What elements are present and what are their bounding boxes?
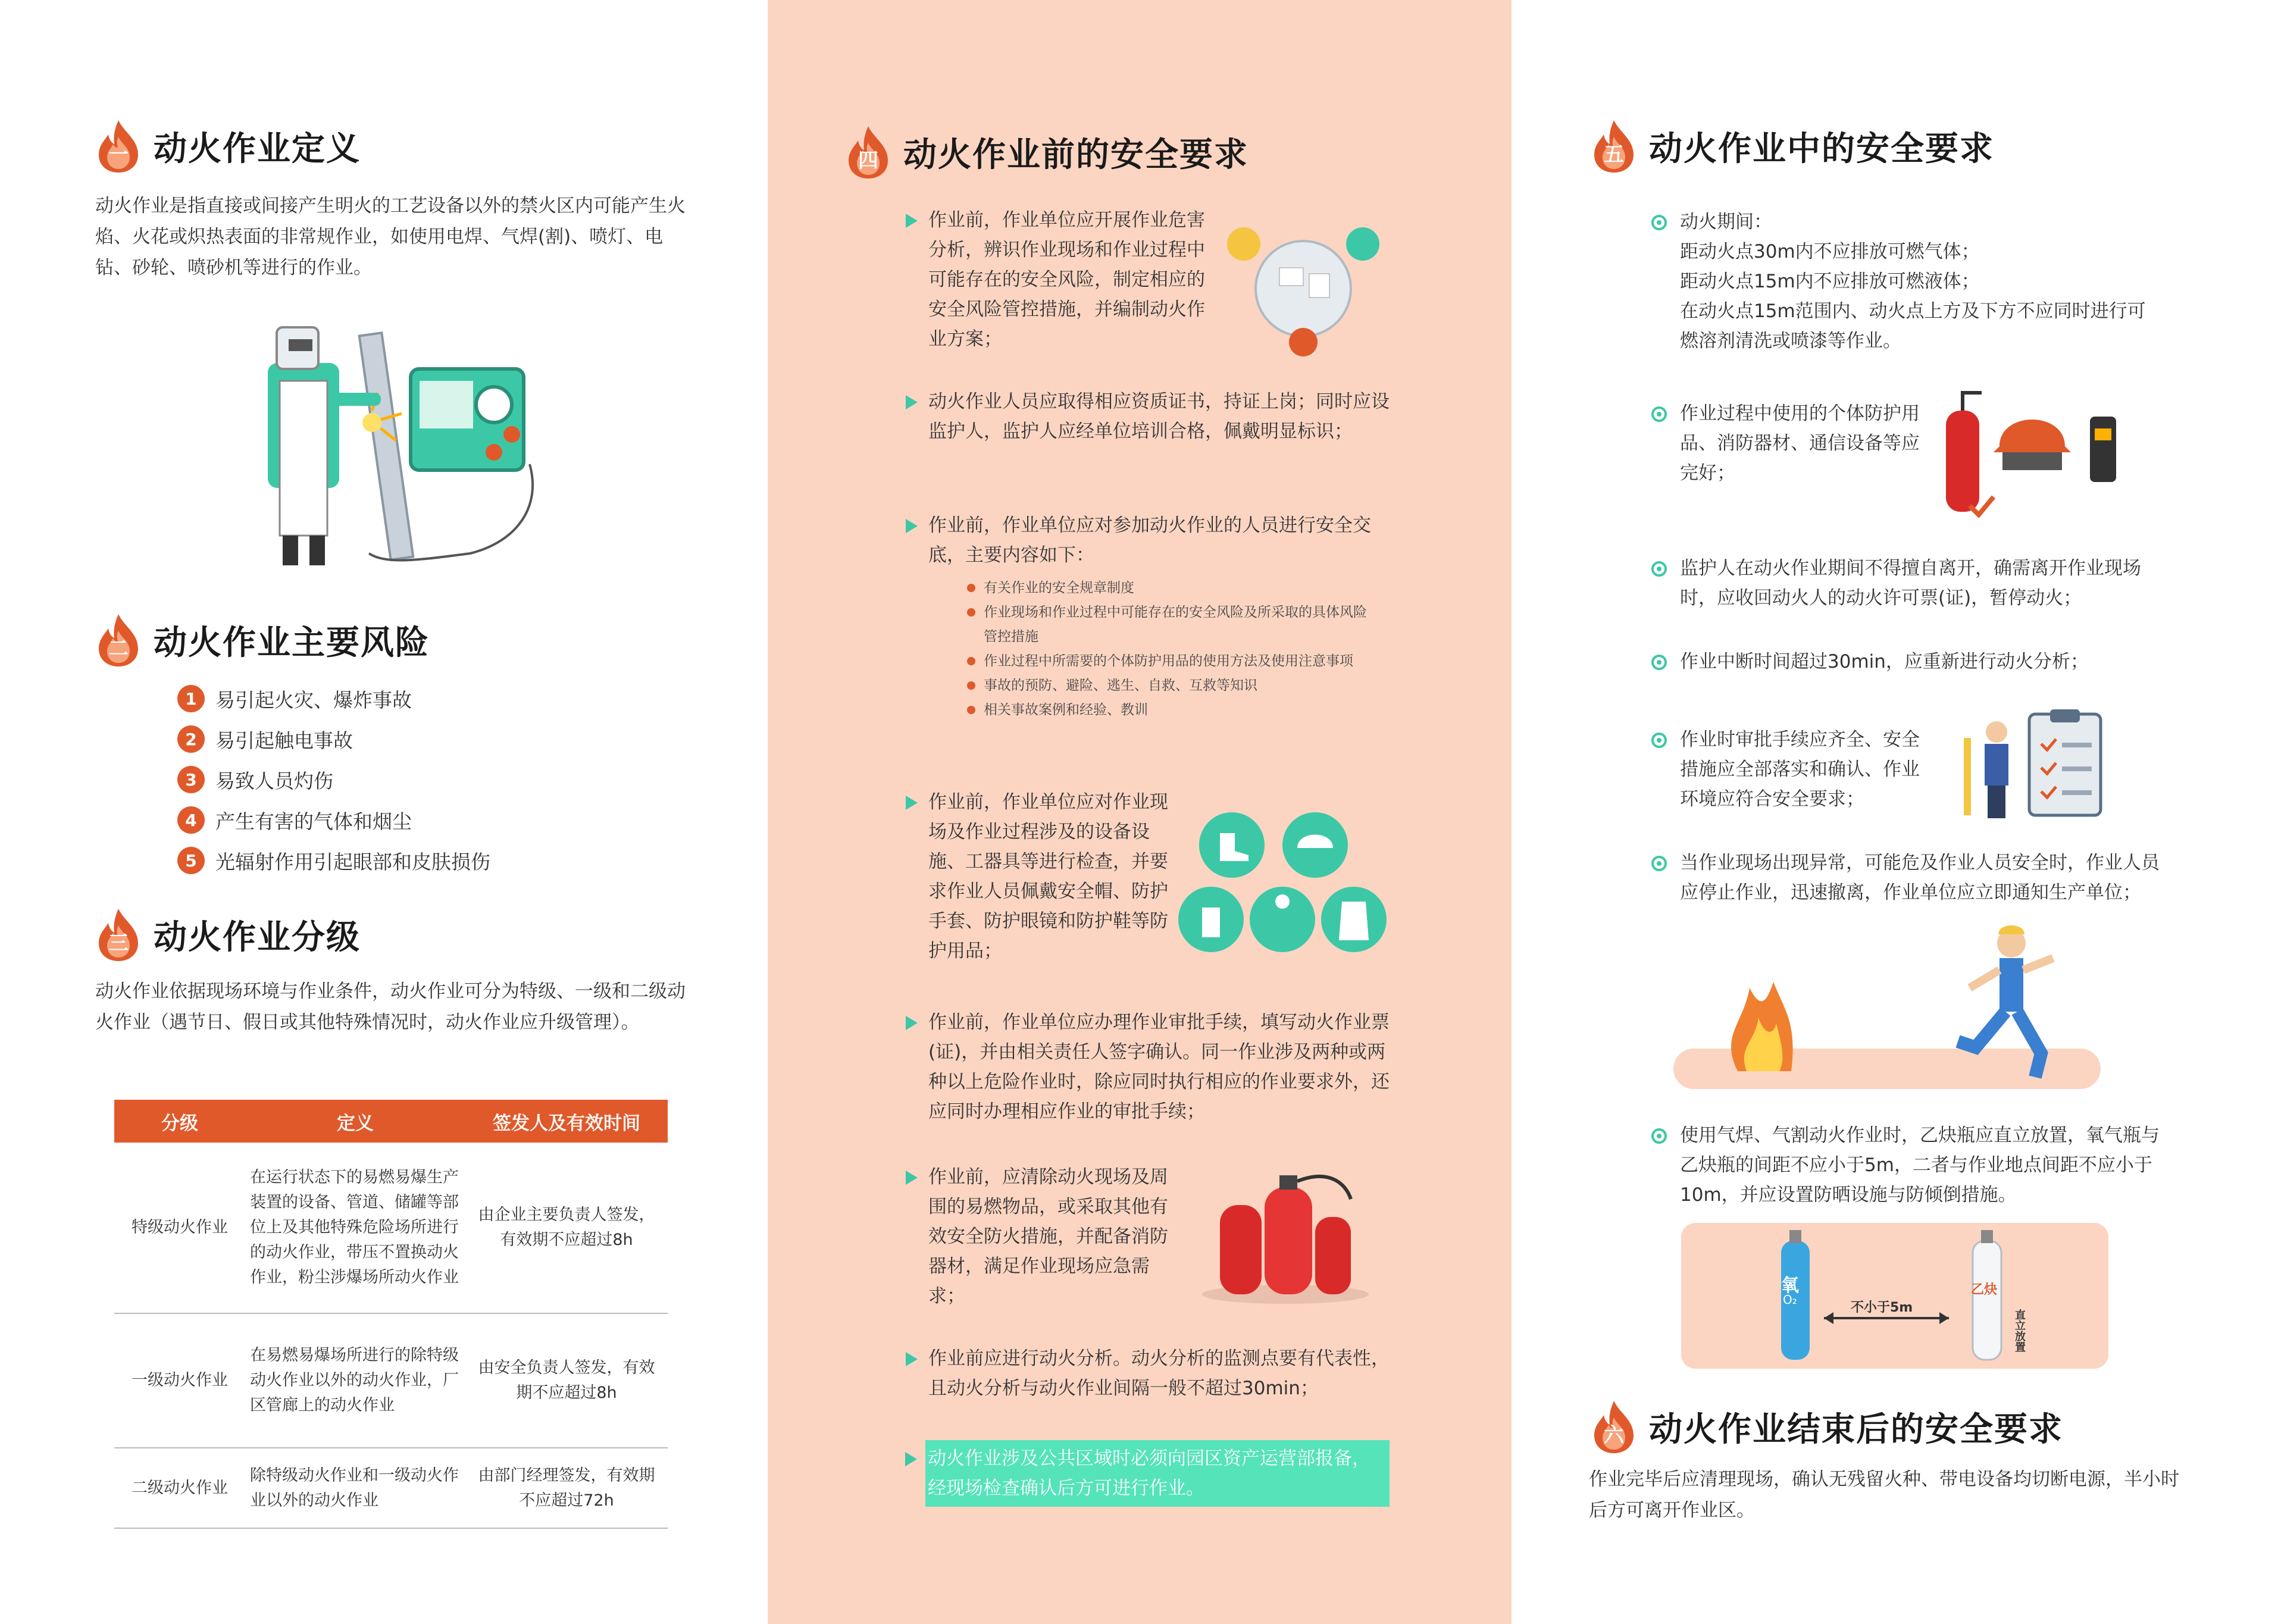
flame-icon	[1591, 119, 1637, 174]
fire-extinguisher-illustration	[1196, 1163, 1375, 1306]
welder-illustration	[232, 315, 565, 577]
risk-text: 易引起火灾、爆炸事故	[215, 688, 412, 712]
pre-work-item	[906, 787, 1185, 966]
risk-number: 3	[177, 766, 205, 793]
sublist-item	[967, 576, 1372, 600]
acetylene-cylinder-label: 乙炔	[1971, 1282, 1998, 1297]
during-work-item	[1651, 1121, 2175, 1210]
table-cell: 除特级动火作业和一级动火作业以外的动火作业	[245, 1448, 465, 1528]
pre-work-item	[906, 1162, 1185, 1311]
risk-number: 2	[177, 725, 205, 753]
during-work-item	[1651, 848, 2163, 908]
bullet-arrow-icon	[906, 796, 918, 810]
item-text: 作业前应进行动火分析。动火分析的监测点要有代表性，且动火分析与动火作业间隔一般不超过30min；	[928, 1348, 1390, 1399]
item-text: 作业前，作业单位应对作业现场及作业过程涉及的设备设施、工器具等进行检查，并要求作业人员佩戴安全帽、防护手套、防护眼镜和防护鞋等防护用品；	[928, 791, 1168, 962]
item-text: 作业前，应清除动火现场及周围的易燃物品，或采取其他有效安全防火措施，并配备消防器材，满足作业现场应急需求；	[928, 1166, 1168, 1307]
item-text: 作业时审批手续应齐全、安全措施应全部落实和确认、作业环境应符合安全要求；	[1680, 729, 1920, 810]
bullet-dot-icon	[967, 681, 975, 690]
evacuation-illustration	[1720, 916, 2077, 1089]
section-title: 动火作业中的安全要求	[1649, 130, 1994, 168]
bullet-dot-icon	[967, 584, 975, 592]
bullet-arrow-icon	[906, 395, 918, 409]
bullet-ring-icon	[1651, 733, 1667, 748]
table-cell: 二级动火作业	[114, 1448, 245, 1528]
table-row	[114, 1448, 668, 1528]
bullet-dot-icon	[967, 608, 975, 617]
section-3-header	[95, 908, 361, 962]
risk-text: 光辐射作用引起眼部和皮肤损伤	[215, 850, 490, 874]
bullet-ring-icon	[1651, 655, 1667, 670]
bullet-ring-icon	[1651, 1128, 1667, 1144]
section-number: 二	[108, 637, 129, 661]
bullet-arrow-icon	[906, 1016, 918, 1030]
risk-list	[177, 678, 490, 881]
section-4-header	[845, 125, 1248, 180]
gas-cylinders-illustration	[1681, 1223, 2108, 1369]
sublist-item	[967, 674, 1372, 698]
highlight-box	[925, 1440, 1390, 1507]
ppe-icons-illustration	[1178, 812, 1398, 955]
table-cell: 由企业主要负责人签发，有效期不应超过8h	[465, 1143, 668, 1313]
bullet-dot-icon	[967, 657, 975, 665]
section-2-header	[95, 613, 430, 668]
upright-label: 直立放置	[2013, 1309, 2026, 1352]
bullet-arrow-icon	[906, 1352, 918, 1366]
item-text: 使用气焊、气割动火作业时，乙炔瓶应直立放置，氧气瓶与乙炔瓶的间距不应小于5m，二者与作业地点间距不应小于10m，并应设置防晒设施与防倾倒措施。	[1680, 1125, 2160, 1206]
oxygen-formula-label: O₂	[1783, 1293, 1797, 1307]
grading-table	[114, 1100, 668, 1529]
table-cell: 由安全负责人签发，有效期不应超过8h	[465, 1313, 668, 1448]
oxygen-cylinder-label: 氧	[1781, 1275, 1799, 1296]
item-text: 作业前，作业单位应开展作业危害分析，辨识作业现场和作业过程中可能存在的安全风险，制定相应的安全风险管控措施，并编制动火作业方案；	[928, 209, 1205, 350]
table-cell: 一级动火作业	[114, 1313, 245, 1448]
risk-text: 易引起触电事故	[215, 728, 353, 752]
table-cell: 在易燃易爆场所进行的除特级动火作业以外的动火作业，厂区管廊上的动火作业	[245, 1313, 465, 1448]
distance-label: 不小于5m	[1851, 1300, 1913, 1315]
section-title: 动火作业定义	[154, 130, 361, 168]
section-title: 动火作业主要风险	[154, 624, 430, 662]
sublist-item	[967, 600, 1372, 649]
sublist-item	[967, 649, 1372, 674]
item-text: 监护人在动火作业期间不得擅自离开，确需离开作业现场时，应收回动火人的动火许可票(证)，暂停动火；	[1680, 558, 2141, 609]
protective-equipment-illustration	[1934, 381, 2124, 524]
section-number: 五	[1604, 143, 1624, 167]
risk-item	[177, 840, 490, 881]
item-text: 动火作业人员应取得相应资质证书，持证上岗；同时应设监护人，监护人应经单位培训合格，佩戴明显标识；	[928, 391, 1390, 442]
highlight-text: 动火作业涉及公共区域时必须向园区资产运营部报备，经现场检查确认后方可进行作业。	[928, 1448, 1370, 1499]
grading-text: 动火作业依据现场环境与作业条件，动火作业可分为特级、一级和二级动火作业（遇节日、假日或其他特殊情况时，动火作业应升级管理）。	[95, 981, 686, 1033]
section-title: 动火作业前的安全要求	[903, 136, 1248, 174]
risk-item	[177, 800, 490, 840]
sublist-text: 有关作业的安全规章制度	[984, 580, 1134, 596]
during-work-item	[1651, 725, 1931, 814]
table-header-row	[114, 1100, 668, 1143]
post-work-text: 作业完毕后应清理现场，确认无残留火种、带电设备均切断电源，半小时后方可离开作业区。	[1589, 1469, 2179, 1521]
during-work-item	[1651, 647, 2163, 677]
pre-work-item	[906, 387, 1394, 446]
sublist-item	[967, 698, 1372, 722]
bullet-arrow-icon	[906, 214, 918, 228]
sublist-text: 作业过程中所需要的个体防护用品的使用方法及使用注意事项	[984, 653, 1353, 669]
section-number: 一	[108, 143, 129, 167]
risk-text: 产生有害的气体和烟尘	[215, 809, 412, 833]
flame-icon	[95, 613, 142, 668]
risk-number: 5	[177, 847, 205, 874]
bullet-arrow-icon	[906, 1171, 918, 1185]
briefing-sublist	[967, 576, 1372, 722]
section-title: 动火作业分级	[154, 918, 361, 957]
item-text: 作业过程中使用的个体防护用品、消防器材、通信设备等应完好；	[1680, 403, 1920, 484]
flame-icon	[95, 119, 142, 174]
section-5-header	[1591, 119, 1994, 174]
table-cell: 由部门经理签发，有效期不应超过72h	[465, 1448, 668, 1528]
item-text: 当作业现场出现异常，可能危及作业人员安全时，作业人员应停止作业，迅速撤离，作业单位应立即通知生产单位；	[1680, 852, 2160, 903]
section-number: 三	[108, 931, 129, 955]
flame-icon	[1591, 1400, 1637, 1454]
during-work-item	[1651, 207, 2163, 356]
sublist-text: 作业现场和作业过程中可能存在的安全风险及所采取的具体风险管控措施	[984, 605, 1367, 644]
table-header: 分级	[114, 1100, 245, 1143]
risk-number: 1	[177, 685, 205, 712]
pre-work-item	[906, 1344, 1394, 1403]
section-title: 动火作业结束后的安全要求	[1649, 1410, 2063, 1449]
bullet-ring-icon	[1651, 215, 1667, 230]
flame-icon	[95, 908, 142, 962]
item-text: 作业前，作业单位应对参加动火作业的人员进行安全交底，主要内容如下：	[928, 515, 1371, 566]
section-number: 六	[1604, 1423, 1624, 1447]
pre-work-item	[906, 1007, 1394, 1127]
section-1-header	[95, 119, 361, 174]
flame-icon	[845, 125, 891, 180]
checklist-illustration	[1952, 708, 2107, 821]
item-text: 作业中断时间超过30min，应重新进行动火分析；	[1680, 651, 2089, 672]
pre-work-item	[906, 511, 1394, 570]
during-work-item	[1651, 553, 2163, 613]
table-cell: 特级动火作业	[114, 1143, 245, 1313]
during-work-item	[1651, 399, 1931, 488]
section-6-header	[1591, 1400, 2063, 1454]
table-cell: 在运行状态下的易燃易爆生产装置的设备、管道、储罐等部位上及其他特殊危险场所进行的动火作业，带压不置换动火作业，粉尘涉爆场所动火作业	[245, 1143, 465, 1313]
risk-item	[177, 719, 490, 759]
risk-item	[177, 759, 490, 800]
sublist-text: 相关事故案例和经验、教训	[984, 702, 1148, 718]
bullet-arrow-icon	[906, 519, 918, 533]
risk-number: 4	[177, 806, 205, 834]
table-header: 签发人及有效时间	[465, 1100, 668, 1143]
risk-item	[177, 678, 490, 719]
bullet-ring-icon	[1651, 406, 1667, 422]
bullet-ring-icon	[1651, 561, 1667, 577]
risk-text: 易致人员灼伤	[215, 769, 333, 793]
meeting-illustration	[1220, 220, 1387, 357]
bullet-arrow-icon	[905, 1452, 917, 1466]
definition-text: 动火作业是指直接或间接产生明火的工艺设备以外的禁火区内可能产生火焰、火花或炽热表面的非常规作业，如使用电焊、气焊(割)、喷灯、电钻、砂轮、喷砂机等进行的作业。	[95, 195, 686, 279]
table-row	[114, 1313, 668, 1448]
item-text: 动火期间： 距动火点30m内不应排放可燃气体； 距动火点15m内不应排放可燃液体； 在动火点15m范围内、动火点上方及下方不应同时进行可燃溶剂清洗或喷漆等作业。	[1680, 211, 2146, 352]
panel-left	[0, 0, 768, 1624]
table-row	[114, 1143, 668, 1313]
table-header: 定义	[245, 1100, 465, 1143]
bullet-ring-icon	[1651, 856, 1667, 871]
item-text: 作业前，作业单位应办理作业审批手续，填写动火作业票(证)，并由相关责任人签字确认。同一作业涉及两种或两种以上危险作业时，除应同时执行相应的作业要求外，还应同时办理相应作业的审批手续；	[928, 1012, 1390, 1122]
sublist-text: 事故的预防、避险、逃生、自救、互救等知识	[984, 678, 1257, 693]
pre-work-item	[906, 205, 1209, 354]
bullet-dot-icon	[967, 706, 975, 714]
section-number: 四	[858, 149, 878, 173]
